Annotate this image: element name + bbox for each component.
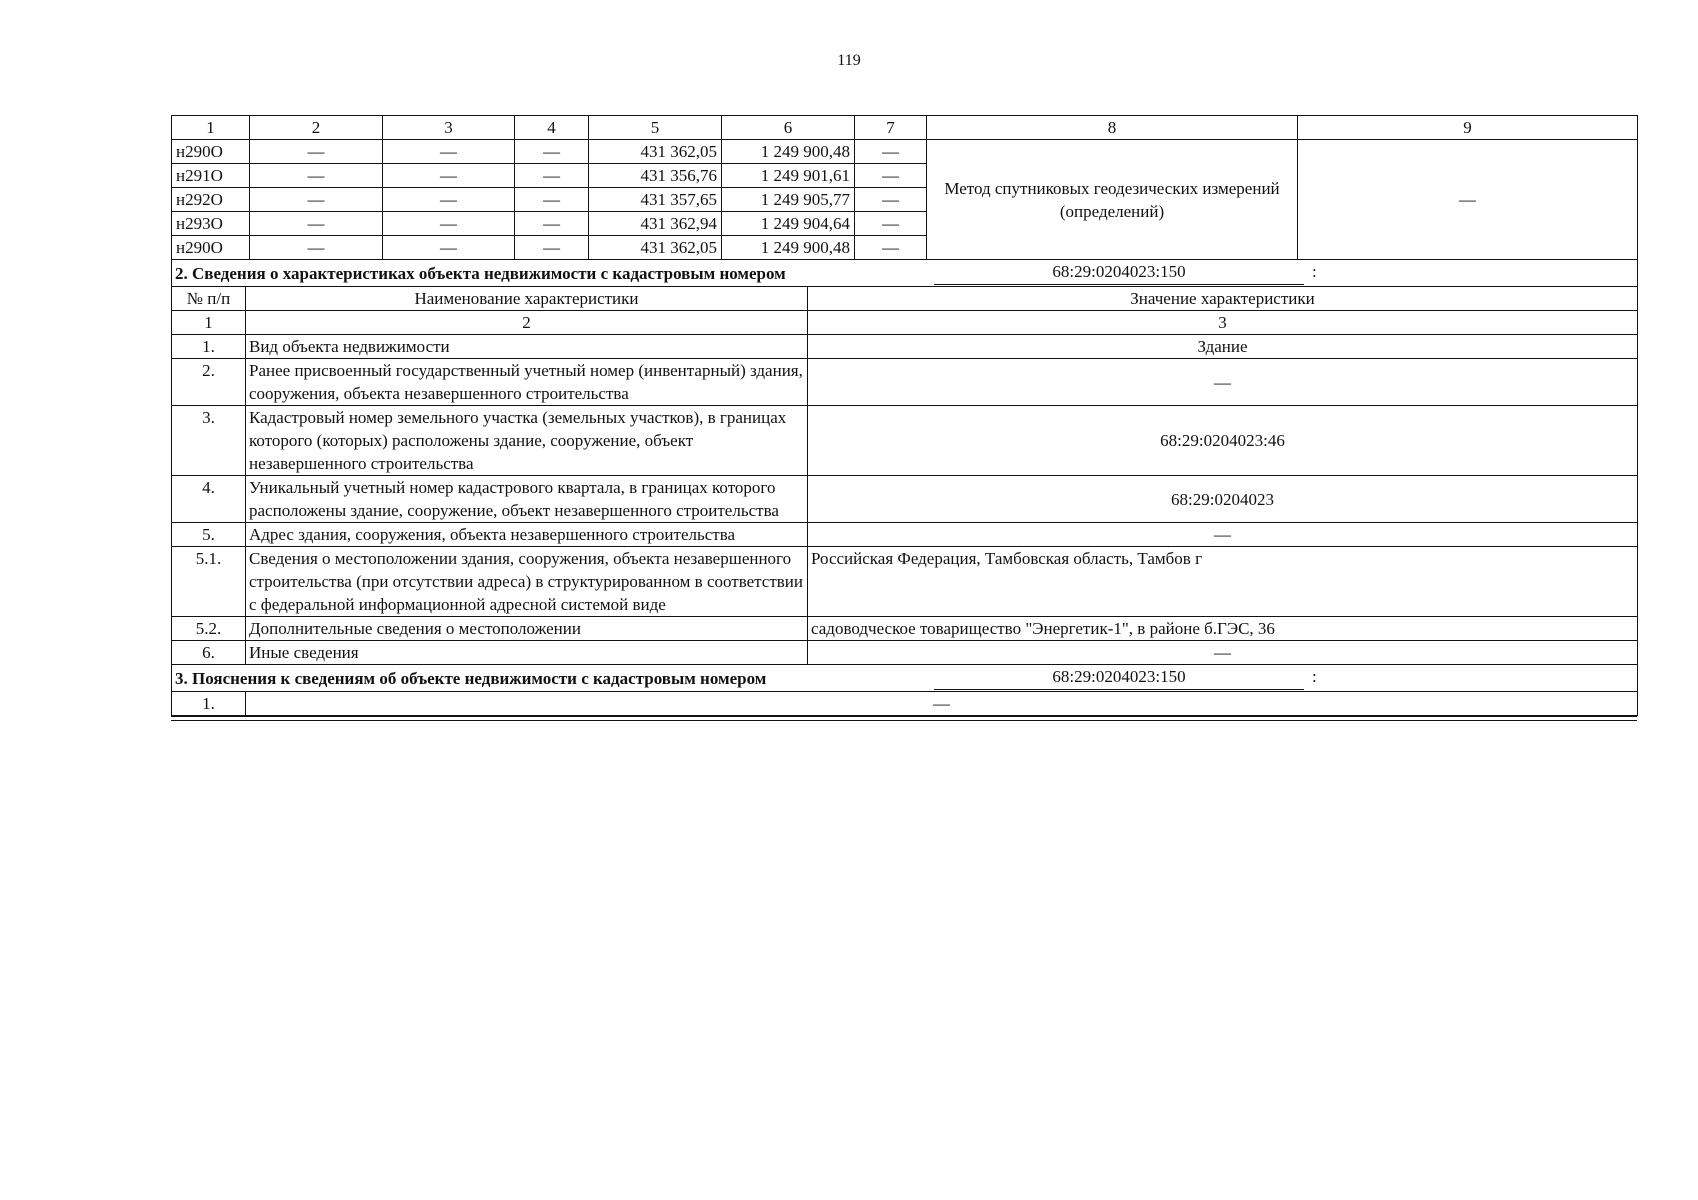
document-body <box>171 115 1637 721</box>
table-row <box>172 140 1638 164</box>
characteristics-table <box>171 259 1638 716</box>
index-cell: 3 <box>808 311 1638 335</box>
characteristic-name: Кадастровый номер земельного участка (земельных участков), в границах которого (которых) расположены здание, сооружение, объект незавершенного строительства <box>246 406 808 476</box>
coord-x: 431 357,65 <box>589 188 722 212</box>
col-header-name: Наименование характеристики <box>246 287 808 311</box>
characteristic-value: 68:29:0204023 <box>808 476 1638 523</box>
col9-cell: — <box>1298 140 1638 260</box>
cell: — <box>855 236 927 260</box>
table-row <box>172 617 1638 641</box>
coord-x: 431 362,94 <box>589 212 722 236</box>
section-2-title: 2. Сведения о характеристиках объекта недвижимости с кадастровым номером <box>175 263 786 283</box>
point-name: н290О <box>172 140 250 164</box>
cell: — <box>515 188 589 212</box>
characteristic-value: садоводческое товарищество "Энергетик-1", в районе б.ГЭС, 36 <box>808 617 1638 641</box>
cell: — <box>515 140 589 164</box>
row-number: 1. <box>172 692 246 716</box>
section-3-cadastral-number: 68:29:0204023:150 <box>934 665 1304 690</box>
cell: — <box>855 164 927 188</box>
row-number: 5.2. <box>172 617 246 641</box>
characteristic-name: Вид объекта недвижимости <box>246 335 808 359</box>
col-header: 1 <box>172 116 250 140</box>
point-name: н292О <box>172 188 250 212</box>
cell: — <box>250 164 383 188</box>
coord-y: 1 249 904,64 <box>722 212 855 236</box>
section-3-colon: : <box>1312 667 1317 686</box>
coordinates-table <box>171 115 1638 260</box>
characteristic-value: Здание <box>808 335 1638 359</box>
section-3-title-row <box>172 665 1638 692</box>
point-name: н290О <box>172 236 250 260</box>
table-row <box>172 692 1638 716</box>
characteristic-name: Ранее присвоенный государственный учетный номер (инвентарный) здания, сооружения, объекта незавершенного строительства <box>246 359 808 406</box>
coord-y: 1 249 905,77 <box>722 188 855 212</box>
characteristics-header-row <box>172 287 1638 311</box>
row-number: 2. <box>172 359 246 406</box>
characteristic-value: Российская Федерация, Тамбовская область, Тамбов г <box>808 547 1638 617</box>
cell: — <box>383 140 515 164</box>
characteristics-index-row <box>172 311 1638 335</box>
cell: — <box>250 188 383 212</box>
cell: — <box>250 140 383 164</box>
characteristic-name: Дополнительные сведения о местоположении <box>246 617 808 641</box>
page-number: 119 <box>837 52 861 69</box>
cell: — <box>855 140 927 164</box>
cell: — <box>515 164 589 188</box>
method-cell: Метод спутниковых геодезических измерений (определений) <box>927 140 1298 260</box>
explanation-text: — <box>246 692 1638 716</box>
row-number: 6. <box>172 641 246 665</box>
row-number: 5. <box>172 523 246 547</box>
cell: — <box>855 188 927 212</box>
coord-y: 1 249 900,48 <box>722 140 855 164</box>
table-row <box>172 359 1638 406</box>
cell: — <box>383 236 515 260</box>
cell: — <box>383 164 515 188</box>
cell: — <box>855 212 927 236</box>
coord-x: 431 362,05 <box>589 140 722 164</box>
col-header: 7 <box>855 116 927 140</box>
col-header: 5 <box>589 116 722 140</box>
row-number: 4. <box>172 476 246 523</box>
col-header: 3 <box>383 116 515 140</box>
col-header: 2 <box>250 116 383 140</box>
col-header: 6 <box>722 116 855 140</box>
characteristic-name: Иные сведения <box>246 641 808 665</box>
col-header: 8 <box>927 116 1298 140</box>
col-header: 4 <box>515 116 589 140</box>
coord-y: 1 249 901,61 <box>722 164 855 188</box>
cell: — <box>515 212 589 236</box>
table-row <box>172 641 1638 665</box>
table-row <box>172 547 1638 617</box>
characteristic-value: 68:29:0204023:46 <box>808 406 1638 476</box>
cell: — <box>250 212 383 236</box>
table-bottom-rule <box>171 716 1637 721</box>
characteristic-name: Уникальный учетный номер кадастрового квартала, в границах которого расположены здание, сооружение, объект незавершенного строительства <box>246 476 808 523</box>
characteristic-value: — <box>808 641 1638 665</box>
coord-x: 431 356,76 <box>589 164 722 188</box>
characteristic-value: — <box>808 523 1638 547</box>
cell: — <box>383 188 515 212</box>
cell: — <box>250 236 383 260</box>
row-number: 5.1. <box>172 547 246 617</box>
index-cell: 2 <box>246 311 808 335</box>
cell: — <box>515 236 589 260</box>
row-number: 3. <box>172 406 246 476</box>
index-cell: 1 <box>172 311 246 335</box>
table-row <box>172 335 1638 359</box>
row-number: 1. <box>172 335 246 359</box>
coord-y: 1 249 900,48 <box>722 236 855 260</box>
section-2-title-row <box>172 260 1638 287</box>
coordinates-header-row <box>172 116 1638 140</box>
section-2-colon: : <box>1312 262 1317 281</box>
table-row <box>172 476 1638 523</box>
col-header-value: Значение характеристики <box>808 287 1638 311</box>
characteristic-name: Сведения о местоположении здания, сооружения, объекта незавершенного строительства (при отсутствии адреса) в структурированном в соответствии с федеральной информационной адресной системой виде <box>246 547 808 617</box>
characteristic-name: Адрес здания, сооружения, объекта незавершенного строительства <box>246 523 808 547</box>
cell: — <box>383 212 515 236</box>
table-row <box>172 406 1638 476</box>
section-3-title: 3. Пояснения к сведениям об объекте недвижимости с кадастровым номером <box>175 668 767 688</box>
point-name: н293О <box>172 212 250 236</box>
point-name: н291О <box>172 164 250 188</box>
coord-x: 431 362,05 <box>589 236 722 260</box>
section-2-cadastral-number: 68:29:0204023:150 <box>934 260 1304 285</box>
col-header: 9 <box>1298 116 1638 140</box>
col-header-num: № п/п <box>172 287 246 311</box>
characteristic-value: — <box>808 359 1638 406</box>
table-row <box>172 523 1638 547</box>
